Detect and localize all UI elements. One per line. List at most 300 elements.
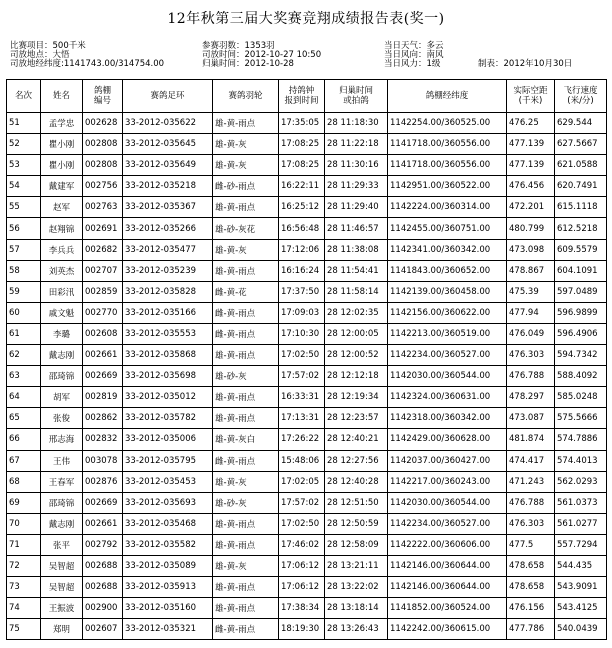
meta-release-site: 司放地点：大悟 <box>10 50 70 60</box>
cell-speed: 627.5667 <box>555 134 607 155</box>
cell-speed: 596.4906 <box>555 323 607 344</box>
cell-rank: 61 <box>7 323 41 344</box>
cell-name: 戴建军 <box>41 176 83 197</box>
table-row <box>7 260 607 281</box>
table-row <box>7 598 607 619</box>
table-row <box>7 218 607 239</box>
cell-return-time: 28 12:58:09 <box>325 534 388 555</box>
cell-loft-id: 002808 <box>83 155 123 176</box>
cell-name: 戴志刚 <box>41 513 83 534</box>
cell-clock-time: 17:57:02 <box>279 492 325 513</box>
cell-clock-time: 16:25:12 <box>279 197 325 218</box>
table-row <box>7 134 607 155</box>
cell-name: 瞿小刚 <box>41 155 83 176</box>
cell-bird-description: 雄-黄-灰 <box>213 134 279 155</box>
cell-distance: 472.201 <box>507 197 555 218</box>
cell-name: 张平 <box>41 534 83 555</box>
cell-distance: 471.243 <box>507 471 555 492</box>
cell-ring-number: 33-2012-035468 <box>123 513 213 534</box>
cell-name: 胡军 <box>41 387 83 408</box>
cell-distance: 478.658 <box>507 555 555 576</box>
cell-distance: 481.874 <box>507 429 555 450</box>
cell-rank: 53 <box>7 155 41 176</box>
table-row <box>7 577 607 598</box>
table-row <box>7 555 607 576</box>
cell-clock-time: 17:35:05 <box>279 113 325 134</box>
meta-release-coords: 司放地经纬度:1141743.00/314754.00 <box>10 59 165 69</box>
cell-clock-time: 17:02:05 <box>279 471 325 492</box>
cell-loft-coords: 1141843.00/360652.00 <box>388 260 507 281</box>
header-clock-time: 持鸽钟 报到时间 <box>279 80 325 113</box>
cell-name: 孟学忠 <box>41 113 83 134</box>
cell-clock-time: 16:56:48 <box>279 218 325 239</box>
cell-clock-time: 17:26:22 <box>279 429 325 450</box>
cell-distance: 477.94 <box>507 302 555 323</box>
cell-clock-time: 16:22:11 <box>279 176 325 197</box>
cell-name: 戴志刚 <box>41 345 83 366</box>
cell-name: 田彩汛 <box>41 281 83 302</box>
cell-name: 王振波 <box>41 598 83 619</box>
cell-loft-coords: 1142222.00/360606.00 <box>388 534 507 555</box>
cell-return-time: 28 11:46:57 <box>325 218 388 239</box>
meta-weather: 当日天气：多云 <box>384 41 444 51</box>
meta-release-time: 司放时间：2012-10-27 10:50 <box>202 50 322 60</box>
header-ring-number: 赛鸽足环 <box>123 80 213 113</box>
cell-rank: 59 <box>7 281 41 302</box>
cell-distance: 478.658 <box>507 577 555 598</box>
cell-loft-coords: 1142139.00/360458.00 <box>388 281 507 302</box>
cell-loft-id: 002876 <box>83 471 123 492</box>
cell-rank: 51 <box>7 113 41 134</box>
cell-ring-number: 33-2012-035166 <box>123 302 213 323</box>
meta-block-2 <box>202 42 321 69</box>
cell-rank: 67 <box>7 450 41 471</box>
cell-name: 邵琦锦 <box>41 492 83 513</box>
cell-loft-id: 002669 <box>83 366 123 387</box>
cell-clock-time: 17:06:12 <box>279 555 325 576</box>
cell-name: 刘英杰 <box>41 260 83 281</box>
cell-bird-description: 雌-黄-雨点 <box>213 302 279 323</box>
cell-loft-coords: 1142146.00/360644.00 <box>388 555 507 576</box>
meta-block-3 <box>384 42 444 69</box>
cell-ring-number: 33-2012-035622 <box>123 113 213 134</box>
cell-bird-description: 雄-黄-灰白 <box>213 429 279 450</box>
cell-loft-coords: 1141852.00/360524.00 <box>388 598 507 619</box>
cell-return-time: 28 11:22:18 <box>325 134 388 155</box>
cell-loft-id: 002691 <box>83 218 123 239</box>
cell-name: 李璐 <box>41 323 83 344</box>
cell-loft-id: 002661 <box>83 345 123 366</box>
cell-bird-description: 雌-黄-花 <box>213 281 279 302</box>
table-header <box>7 80 607 113</box>
cell-bird-description: 雄-黄-雨点 <box>213 408 279 429</box>
cell-distance: 474.417 <box>507 450 555 471</box>
cell-loft-id: 003078 <box>83 450 123 471</box>
cell-rank: 55 <box>7 197 41 218</box>
cell-ring-number: 33-2012-035012 <box>123 387 213 408</box>
table-row <box>7 619 607 640</box>
cell-ring-number: 33-2012-035553 <box>123 323 213 344</box>
meta-return-date: 归巢时间：2012-10-28 <box>202 59 294 69</box>
cell-return-time: 28 11:29:40 <box>325 197 388 218</box>
cell-bird-description: 雄-黄-雨点 <box>213 598 279 619</box>
cell-distance: 476.25 <box>507 113 555 134</box>
header-speed: 飞行速度 (米/分) <box>555 80 607 113</box>
cell-return-time: 28 11:54:41 <box>325 260 388 281</box>
cell-name: 郑明 <box>41 619 83 640</box>
report-title: 12年秋第三届大奖赛竞翔成绩报告表(奖一) <box>167 11 445 27</box>
cell-distance: 473.087 <box>507 408 555 429</box>
cell-rank: 58 <box>7 260 41 281</box>
cell-return-time: 28 12:12:18 <box>325 366 388 387</box>
cell-clock-time: 17:38:34 <box>279 598 325 619</box>
table-row <box>7 113 607 134</box>
cell-speed: 540.0439 <box>555 619 607 640</box>
cell-bird-description: 雄-黄-灰 <box>213 471 279 492</box>
table-row <box>7 155 607 176</box>
cell-speed: 588.4092 <box>555 366 607 387</box>
cell-clock-time: 16:16:24 <box>279 260 325 281</box>
table-row <box>7 197 607 218</box>
cell-loft-coords: 1142324.00/360631.00 <box>388 387 507 408</box>
cell-ring-number: 33-2012-035266 <box>123 218 213 239</box>
cell-loft-coords: 1142455.00/360751.00 <box>388 218 507 239</box>
table-row <box>7 345 607 366</box>
cell-ring-number: 33-2012-035160 <box>123 598 213 619</box>
cell-loft-coords: 1142146.00/360644.00 <box>388 577 507 598</box>
cell-loft-id: 002688 <box>83 577 123 598</box>
cell-distance: 477.139 <box>507 155 555 176</box>
cell-bird-description: 雄-砂-灰 <box>213 366 279 387</box>
cell-clock-time: 17:02:50 <box>279 345 325 366</box>
cell-speed: 612.5218 <box>555 218 607 239</box>
cell-bird-description: 雄-黄-雨点 <box>213 197 279 218</box>
cell-clock-time: 15:48:06 <box>279 450 325 471</box>
cell-bird-description: 雌-砂-雨点 <box>213 176 279 197</box>
cell-distance: 477.139 <box>507 134 555 155</box>
cell-clock-time: 17:46:02 <box>279 534 325 555</box>
cell-bird-description: 雌-黄-雨点 <box>213 323 279 344</box>
table-row <box>7 513 607 534</box>
cell-clock-time: 18:19:30 <box>279 619 325 640</box>
header-rank: 名次 <box>7 80 41 113</box>
cell-loft-coords: 1142234.00/360527.00 <box>388 513 507 534</box>
cell-loft-coords: 1142951.00/360522.00 <box>388 176 507 197</box>
cell-loft-id: 002661 <box>83 513 123 534</box>
cell-return-time: 28 11:58:14 <box>325 281 388 302</box>
table-row <box>7 366 607 387</box>
cell-bird-description: 雄-黄-雨点 <box>213 345 279 366</box>
cell-return-time: 28 12:40:28 <box>325 471 388 492</box>
cell-distance: 476.156 <box>507 598 555 619</box>
cell-return-time: 28 12:00:05 <box>325 323 388 344</box>
table-row <box>7 471 607 492</box>
cell-return-time: 28 12:40:21 <box>325 429 388 450</box>
cell-return-time: 28 11:30:16 <box>325 155 388 176</box>
meta-event: 比赛项目：500千米 <box>10 41 86 51</box>
cell-return-time: 28 13:18:14 <box>325 598 388 619</box>
cell-rank: 64 <box>7 387 41 408</box>
cell-loft-coords: 1142341.00/360342.00 <box>388 239 507 260</box>
meta-wind-force: 当日风力：1级 <box>384 59 441 69</box>
cell-rank: 65 <box>7 408 41 429</box>
cell-rank: 66 <box>7 429 41 450</box>
cell-ring-number: 33-2012-035006 <box>123 429 213 450</box>
cell-speed: 594.7342 <box>555 345 607 366</box>
cell-name: 邢志海 <box>41 429 83 450</box>
cell-return-time: 28 12:50:59 <box>325 513 388 534</box>
table-row <box>7 408 607 429</box>
cell-ring-number: 33-2012-035693 <box>123 492 213 513</box>
cell-loft-coords: 1142254.00/360525.00 <box>388 113 507 134</box>
cell-rank: 52 <box>7 134 41 155</box>
cell-loft-coords: 1142224.00/360314.00 <box>388 197 507 218</box>
cell-loft-id: 002832 <box>83 429 123 450</box>
table-row <box>7 387 607 408</box>
cell-speed: 544.435 <box>555 555 607 576</box>
cell-name: 吴智超 <box>41 555 83 576</box>
header-loft-coords: 鸽棚经纬度 <box>388 80 507 113</box>
cell-loft-id: 002862 <box>83 408 123 429</box>
cell-loft-coords: 1141718.00/360556.00 <box>388 134 507 155</box>
cell-bird-description: 雄-黄-雨点 <box>213 260 279 281</box>
cell-bird-description: 雄-黄-雨点 <box>213 513 279 534</box>
cell-speed: 562.0293 <box>555 471 607 492</box>
cell-ring-number: 33-2012-035582 <box>123 534 213 555</box>
cell-speed: 597.0489 <box>555 281 607 302</box>
cell-bird-description: 雄-黄-雨点 <box>213 387 279 408</box>
cell-loft-coords: 1142234.00/360527.00 <box>388 345 507 366</box>
cell-speed: 574.7886 <box>555 429 607 450</box>
table-row <box>7 239 607 260</box>
cell-loft-coords: 1142318.00/360342.00 <box>388 408 507 429</box>
table-row <box>7 429 607 450</box>
cell-loft-id: 002707 <box>83 260 123 281</box>
cell-ring-number: 33-2012-035645 <box>123 134 213 155</box>
cell-clock-time: 17:06:12 <box>279 577 325 598</box>
cell-return-time: 28 12:27:56 <box>325 450 388 471</box>
cell-name: 张俊 <box>41 408 83 429</box>
cell-clock-time: 17:02:50 <box>279 513 325 534</box>
cell-distance: 476.303 <box>507 513 555 534</box>
cell-ring-number: 33-2012-035649 <box>123 155 213 176</box>
cell-distance: 477.5 <box>507 534 555 555</box>
cell-return-time: 28 13:22:02 <box>325 577 388 598</box>
cell-speed: 596.9899 <box>555 302 607 323</box>
cell-loft-coords: 1142429.00/360628.00 <box>388 429 507 450</box>
cell-distance: 473.098 <box>507 239 555 260</box>
cell-rank: 74 <box>7 598 41 619</box>
table-row <box>7 302 607 323</box>
cell-return-time: 28 12:23:57 <box>325 408 388 429</box>
cell-speed: 604.1091 <box>555 260 607 281</box>
header-distance: 实际空距 (千米) <box>507 80 555 113</box>
cell-distance: 480.799 <box>507 218 555 239</box>
cell-ring-number: 33-2012-035218 <box>123 176 213 197</box>
cell-return-time: 28 11:38:08 <box>325 239 388 260</box>
header-bird-description: 赛鸽羽轮 <box>213 80 279 113</box>
cell-speed: 621.0588 <box>555 155 607 176</box>
cell-name: 瞿小刚 <box>41 134 83 155</box>
cell-loft-coords: 1142242.00/360615.00 <box>388 619 507 640</box>
cell-loft-id: 002770 <box>83 302 123 323</box>
cell-bird-description: 雄-砂-灰 <box>213 492 279 513</box>
cell-ring-number: 33-2012-035321 <box>123 619 213 640</box>
cell-loft-id: 002607 <box>83 619 123 640</box>
cell-loft-id: 002608 <box>83 323 123 344</box>
cell-loft-id: 002859 <box>83 281 123 302</box>
cell-loft-id: 002808 <box>83 134 123 155</box>
cell-clock-time: 17:08:25 <box>279 155 325 176</box>
cell-distance: 478.297 <box>507 387 555 408</box>
cell-loft-coords: 1142037.00/360427.00 <box>388 450 507 471</box>
cell-loft-id: 002763 <box>83 197 123 218</box>
cell-loft-id: 002628 <box>83 113 123 134</box>
cell-speed: 629.544 <box>555 113 607 134</box>
cell-rank: 68 <box>7 471 41 492</box>
cell-loft-id: 002688 <box>83 555 123 576</box>
results-table <box>6 79 607 640</box>
cell-name: 王春军 <box>41 471 83 492</box>
cell-speed: 561.0373 <box>555 492 607 513</box>
cell-rank: 56 <box>7 218 41 239</box>
cell-speed: 620.7491 <box>555 176 607 197</box>
cell-return-time: 28 11:29:33 <box>325 176 388 197</box>
cell-loft-id: 002756 <box>83 176 123 197</box>
cell-clock-time: 17:57:02 <box>279 366 325 387</box>
cell-ring-number: 33-2012-035828 <box>123 281 213 302</box>
cell-distance: 476.049 <box>507 323 555 344</box>
cell-return-time: 28 13:21:11 <box>325 555 388 576</box>
cell-loft-coords: 1142156.00/360622.00 <box>388 302 507 323</box>
cell-loft-id: 002819 <box>83 387 123 408</box>
cell-bird-description: 雄-黄-雨点 <box>213 113 279 134</box>
cell-loft-coords: 1141718.00/360556.00 <box>388 155 507 176</box>
cell-rank: 63 <box>7 366 41 387</box>
cell-speed: 543.4125 <box>555 598 607 619</box>
cell-return-time: 28 12:02:35 <box>325 302 388 323</box>
cell-ring-number: 33-2012-035239 <box>123 260 213 281</box>
cell-rank: 70 <box>7 513 41 534</box>
cell-ring-number: 33-2012-035868 <box>123 345 213 366</box>
cell-loft-id: 002792 <box>83 534 123 555</box>
cell-distance: 476.788 <box>507 492 555 513</box>
cell-rank: 62 <box>7 345 41 366</box>
cell-loft-coords: 1142030.00/360544.00 <box>388 492 507 513</box>
cell-clock-time: 16:33:31 <box>279 387 325 408</box>
cell-distance: 477.786 <box>507 619 555 640</box>
header-loft-id: 鸽棚 编号 <box>83 80 123 113</box>
cell-bird-description: 雄-黄-灰 <box>213 239 279 260</box>
cell-return-time: 28 12:51:50 <box>325 492 388 513</box>
header-name: 姓名 <box>41 80 83 113</box>
cell-name: 戚文魁 <box>41 302 83 323</box>
cell-loft-id: 002682 <box>83 239 123 260</box>
meta-wind-direction: 当日风向：南风 <box>384 50 444 60</box>
cell-loft-id: 002669 <box>83 492 123 513</box>
cell-rank: 75 <box>7 619 41 640</box>
cell-ring-number: 33-2012-035913 <box>123 577 213 598</box>
cell-clock-time: 17:13:31 <box>279 408 325 429</box>
cell-ring-number: 33-2012-035367 <box>123 197 213 218</box>
cell-speed: 575.5666 <box>555 408 607 429</box>
cell-loft-coords: 1142030.00/360544.00 <box>388 366 507 387</box>
meta-made-date: 制表：2012年10月30日 <box>478 59 573 69</box>
cell-name: 李兵兵 <box>41 239 83 260</box>
meta-block-1 <box>10 42 164 69</box>
cell-rank: 60 <box>7 302 41 323</box>
cell-clock-time: 17:10:30 <box>279 323 325 344</box>
cell-speed: 543.9091 <box>555 577 607 598</box>
cell-clock-time: 17:12:06 <box>279 239 325 260</box>
cell-return-time: 28 11:18:30 <box>325 113 388 134</box>
cell-speed: 615.1118 <box>555 197 607 218</box>
cell-loft-id: 002900 <box>83 598 123 619</box>
cell-speed: 557.7294 <box>555 534 607 555</box>
cell-clock-time: 17:08:25 <box>279 134 325 155</box>
cell-bird-description: 雄-黄-雨点 <box>213 534 279 555</box>
table-row <box>7 492 607 513</box>
cell-name: 王伟 <box>41 450 83 471</box>
cell-bird-description: 雄-黄-雨点 <box>213 577 279 598</box>
cell-rank: 54 <box>7 176 41 197</box>
meta-entries: 参赛羽数：1353羽 <box>202 41 275 51</box>
cell-name: 赵军 <box>41 197 83 218</box>
cell-name: 吴智超 <box>41 577 83 598</box>
cell-name: 赵翔锦 <box>41 218 83 239</box>
cell-speed: 585.0248 <box>555 387 607 408</box>
cell-speed: 561.0277 <box>555 513 607 534</box>
cell-speed: 609.5579 <box>555 239 607 260</box>
cell-bird-description: 雌-黄-雨点 <box>213 619 279 640</box>
table-row <box>7 534 607 555</box>
table-row <box>7 176 607 197</box>
cell-distance: 476.788 <box>507 366 555 387</box>
cell-ring-number: 33-2012-035477 <box>123 239 213 260</box>
cell-ring-number: 33-2012-035698 <box>123 366 213 387</box>
cell-ring-number: 33-2012-035795 <box>123 450 213 471</box>
cell-bird-description: 雌-黄-雨点 <box>213 450 279 471</box>
cell-return-time: 28 12:19:34 <box>325 387 388 408</box>
cell-ring-number: 33-2012-035089 <box>123 555 213 576</box>
table-row <box>7 281 607 302</box>
cell-name: 邵琦锦 <box>41 366 83 387</box>
cell-bird-description: 雄-黄-灰 <box>213 555 279 576</box>
cell-return-time: 28 12:00:52 <box>325 345 388 366</box>
cell-clock-time: 17:09:03 <box>279 302 325 323</box>
cell-rank: 73 <box>7 577 41 598</box>
cell-bird-description: 雄-黄-灰 <box>213 155 279 176</box>
cell-rank: 69 <box>7 492 41 513</box>
header-return-time: 归巢时间 或拍鸽 <box>325 80 388 113</box>
cell-loft-coords: 1142217.00/360243.00 <box>388 471 507 492</box>
cell-ring-number: 33-2012-035453 <box>123 471 213 492</box>
cell-ring-number: 33-2012-035782 <box>123 408 213 429</box>
cell-distance: 476.303 <box>507 345 555 366</box>
cell-rank: 72 <box>7 555 41 576</box>
cell-distance: 476.456 <box>507 176 555 197</box>
table-row <box>7 323 607 344</box>
table-body <box>7 113 607 640</box>
cell-clock-time: 17:37:50 <box>279 281 325 302</box>
cell-rank: 71 <box>7 534 41 555</box>
cell-rank: 57 <box>7 239 41 260</box>
table-row <box>7 450 607 471</box>
cell-loft-coords: 1142213.00/360519.00 <box>388 323 507 344</box>
cell-distance: 478.867 <box>507 260 555 281</box>
cell-speed: 574.4013 <box>555 450 607 471</box>
cell-return-time: 28 13:26:43 <box>325 619 388 640</box>
